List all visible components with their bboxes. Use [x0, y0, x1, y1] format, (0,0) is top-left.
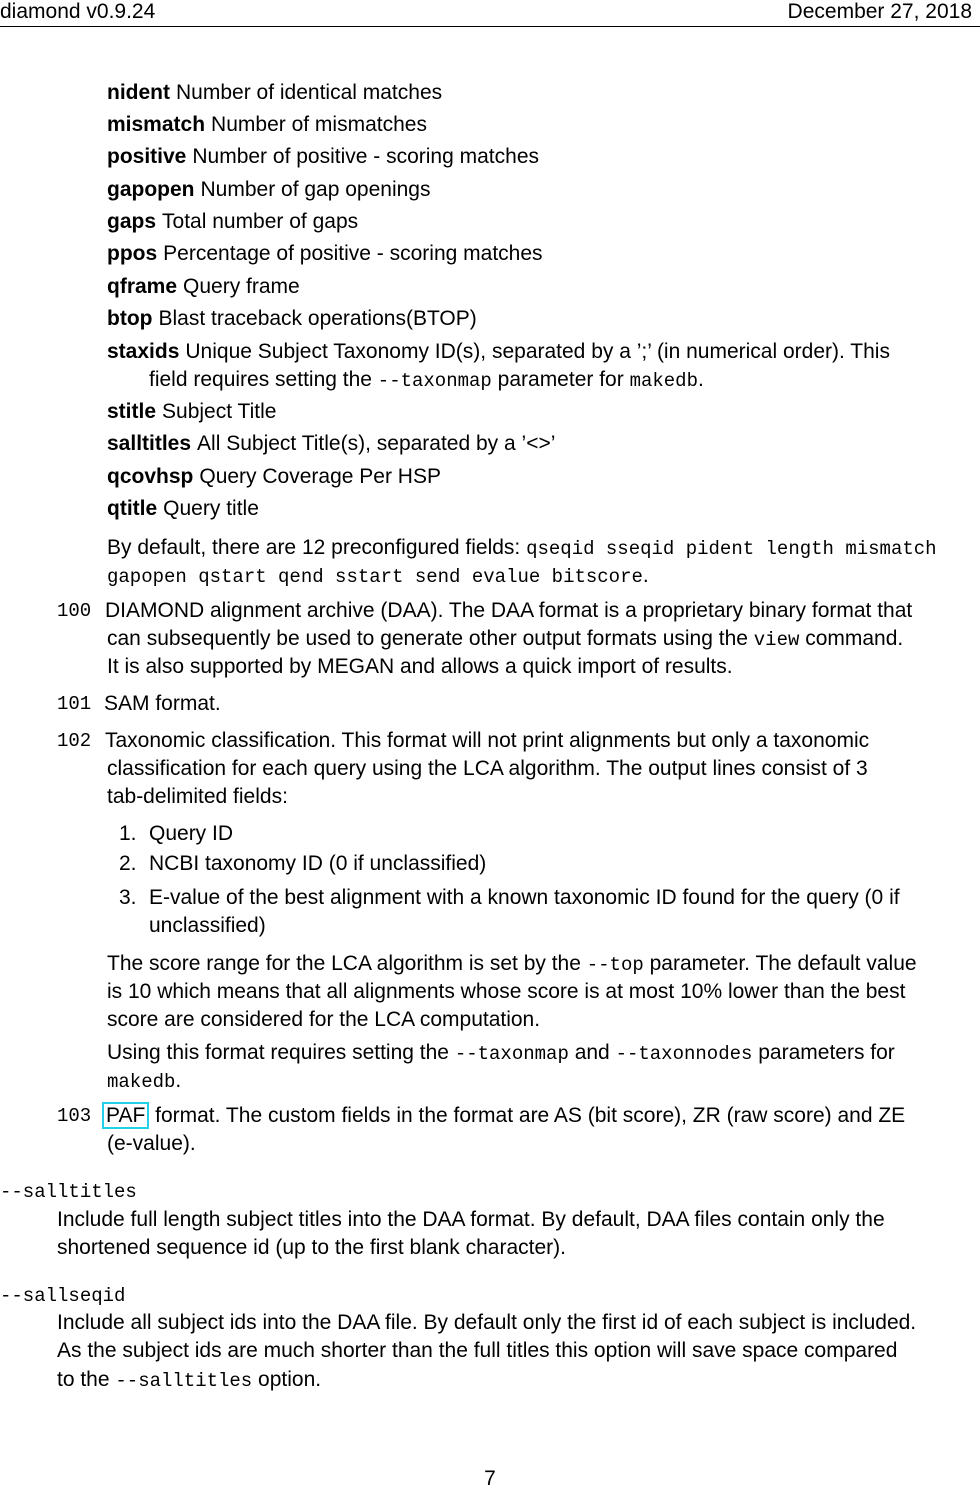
header-title: diamond v0.9.24 [0, 0, 156, 23]
field-item: salltitles All Subject Title(s), separated by a ’<>’ [107, 432, 556, 455]
format-100-line1: DIAMOND alignment archive (DAA). The DAA format is a proprietary binary format that [105, 599, 913, 622]
field-item: qframe Query frame [107, 275, 300, 298]
paf-link[interactable]: PAF [102, 1102, 149, 1129]
list-number: 1. [119, 822, 137, 845]
format-102-line2: classification for each query using the LCA algorithm. The output lines consist of 3 [107, 757, 868, 780]
field-item: qtitle Query title [107, 497, 259, 520]
option-flag: --sallseqid [0, 1285, 126, 1307]
format-number: 100 [57, 600, 92, 622]
field-item: btop Blast traceback operations(BTOP) [107, 307, 477, 330]
list-item-continuation: unclassified) [149, 914, 266, 937]
requirement-line1: Using this format requires setting the --taxonmap and --taxonnodes parameters for [107, 1041, 895, 1065]
field-item: staxids Unique Subject Taxonomy ID(s), separated by a ’;’ (in numerical order). This [107, 340, 890, 363]
field-item: nident Number of identical matches [107, 81, 443, 104]
field-item: gaps Total number of gaps [107, 210, 359, 233]
format-103-line2: (e-value). [107, 1132, 196, 1155]
page-number: 7 [484, 1467, 496, 1490]
format-number: 103 [57, 1105, 92, 1127]
option-desc-line1: Include all subject ids into the DAA file. By default only the first id of each subject is included. [57, 1311, 917, 1334]
option-desc-line2: shortened sequence id (up to the first blank character). [57, 1236, 566, 1259]
lca-line1: The score range for the LCA algorithm is set by the --top parameter. The default value [107, 952, 917, 976]
default-fields-line1: By default, there are 12 preconfigured fields: qseqid sseqid pident length mismatch [107, 536, 937, 560]
header-date: December 27, 2018 [787, 0, 972, 23]
list-number: 3. [119, 886, 137, 909]
format-102-line1: Taxonomic classification. This format will not print alignments but only a taxonomic [105, 729, 870, 752]
requirement-line2: makedb. [107, 1069, 182, 1093]
list-item: NCBI taxonomy ID (0 if unclassified) [149, 852, 487, 875]
format-100-line2: can subsequently be used to generate other output formats using the view command. [107, 627, 904, 651]
page-header [0, 0, 980, 27]
option-desc-line1: Include full length subject titles into the DAA format. By default, DAA files contain only the [57, 1208, 885, 1231]
list-item: E-value of the best alignment with a known taxonomic ID found for the query (0 if [149, 886, 900, 909]
field-item: stitle Subject Title [107, 400, 277, 423]
option-flag: --salltitles [0, 1181, 137, 1203]
format-100-line3: It is also supported by MEGAN and allows a quick import of results. [107, 655, 733, 678]
staxids-continuation: field requires setting the --taxonmap parameter for makedb. [149, 368, 704, 392]
field-item: mismatch Number of mismatches [107, 113, 427, 136]
field-item: positive Number of positive - scoring matches [107, 145, 539, 168]
format-102-line3: tab-delimited fields: [107, 785, 288, 808]
field-item: qcovhsp Query Coverage Per HSP [107, 465, 441, 488]
default-fields-line2: gapopen qstart qend sstart send evalue bitscore. [107, 564, 649, 588]
format-103-line1: PAF format. The custom fields in the format are AS (bit score), ZR (raw score) and ZE [105, 1102, 905, 1130]
list-item: Query ID [149, 822, 234, 845]
field-item: gapopen Number of gap openings [107, 178, 431, 201]
field-item: ppos Percentage of positive - scoring matches [107, 242, 543, 265]
lca-line2: is 10 which means that all alignments whose score is at most 10% lower than the best [107, 980, 906, 1003]
format-number: 102 [57, 730, 92, 752]
option-desc-line3: to the --salltitles option. [57, 1368, 322, 1392]
list-number: 2. [119, 852, 137, 875]
format-number: 101 [57, 693, 92, 715]
format-101-text: SAM format. [104, 692, 221, 715]
lca-line3: score are considered for the LCA computation. [107, 1008, 541, 1031]
option-desc-line2: As the subject ids are much shorter than the full titles this option will save space compared [57, 1339, 898, 1362]
